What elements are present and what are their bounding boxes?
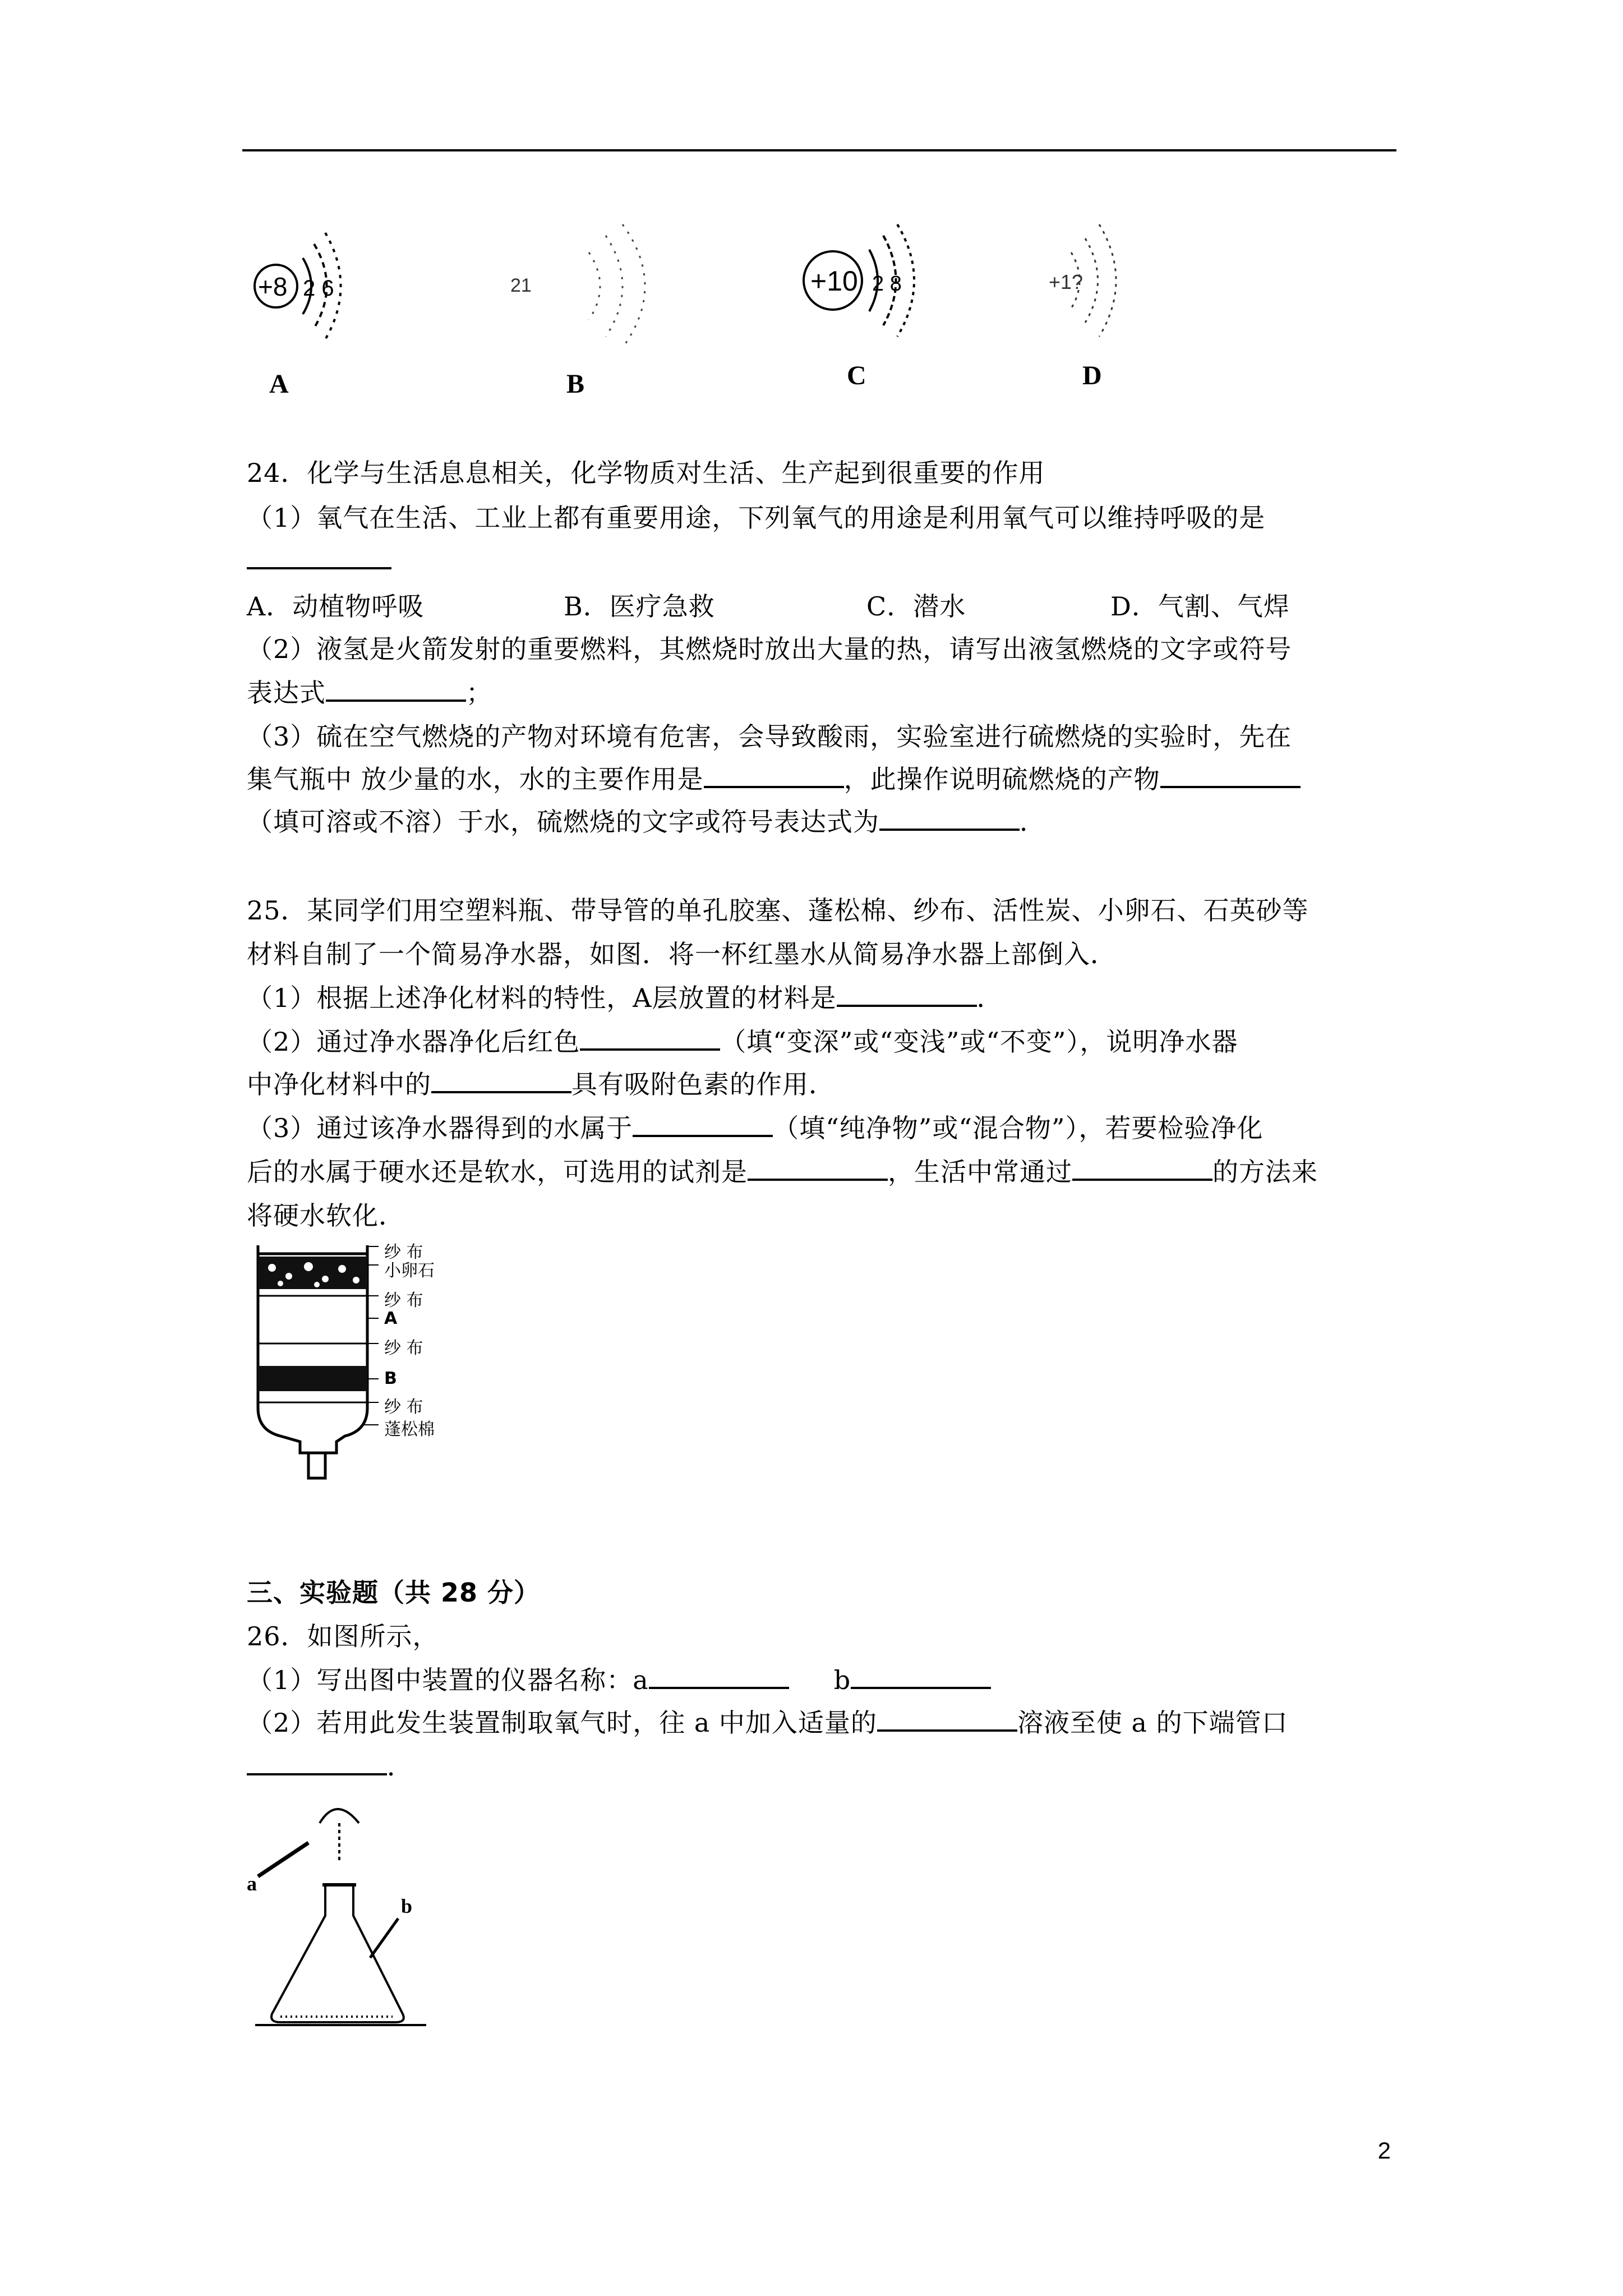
answer-blank[interactable]	[326, 675, 466, 702]
answer-blank[interactable]	[649, 1662, 789, 1689]
atom-b-nucleus: 21	[510, 275, 532, 296]
answer-blank[interactable]	[633, 1110, 773, 1137]
q25-line7-text2: ，生活中常通过	[888, 1157, 1072, 1187]
answer-blank[interactable]	[1160, 761, 1301, 788]
filter-label-cotton: 蓬松棉	[384, 1420, 435, 1439]
filter-label-pebbles: 小卵石	[384, 1261, 435, 1281]
q25-line1: 25．某同学们用空塑料瓶、带导管的单孔胶塞、蓬松棉、纱布、活性炭、小卵石、石英砂等	[247, 895, 1309, 926]
q26-line4	[247, 1748, 413, 1785]
q24-part2a: （2）液氢是火箭发射的重要燃料，其燃烧时放出大量的热，请写出液氢燃烧的文字或符号	[247, 634, 1292, 664]
atom-c-nucleus: +10	[810, 265, 858, 297]
answer-blank[interactable]	[580, 1024, 720, 1051]
atom-c-electrons: 2 8	[872, 272, 902, 296]
answer-blank[interactable]	[837, 980, 977, 1007]
q25-line7	[247, 1153, 1318, 1190]
flask-b-pointer	[370, 1918, 398, 1958]
q24-part2b	[247, 674, 492, 711]
answer-blank[interactable]	[247, 1749, 387, 1775]
q24-part1-answer-line	[247, 542, 391, 579]
atom-a-label: A	[269, 369, 289, 398]
q25-line4-text1: （2）通过净水器净化后红色	[247, 1027, 580, 1057]
q26-line3-text1: （2）若用此发生装置制取氧气时，往 a 中加入适量的	[247, 1708, 877, 1738]
q25-line4	[247, 1023, 1238, 1060]
q25-line3	[247, 979, 1003, 1016]
q24-part3b	[247, 761, 1301, 798]
q24-option-b: B．医疗急救	[564, 591, 715, 622]
q24-option-d: D．气割、气焊	[1110, 591, 1290, 622]
q26-line3-text2: 溶液至使 a 的下端管口	[1017, 1708, 1288, 1738]
atom-a-nucleus: +8	[258, 272, 288, 301]
answer-blank[interactable]	[748, 1154, 888, 1181]
funnel-top	[320, 1809, 359, 1823]
q24-title: 24．化学与生活息息相关，化学物质对生活、生产起到很重要的作用	[247, 458, 1045, 488]
q26-line4-end: ．	[387, 1751, 413, 1782]
answer-blank[interactable]	[879, 804, 1020, 831]
q25-line4-text2: （填“变深”或“变浅”或“不变”），说明净水器	[720, 1027, 1238, 1057]
label-b: b	[401, 1895, 413, 1917]
answer-blank[interactable]	[877, 1705, 1017, 1732]
filter-label-a: A	[384, 1309, 398, 1328]
filter-label-gauze-3: 纱 布	[384, 1338, 423, 1358]
q25-line6-text2: （填“纯净物”或“混合物”），若要检验净化	[773, 1113, 1264, 1143]
q26-line2-text2: b	[833, 1665, 851, 1695]
filter-label-gauze-4: 纱 布	[384, 1397, 423, 1417]
page-number: 2	[1377, 2137, 1391, 2164]
q26-line3	[247, 1704, 1288, 1741]
q24-option-a: A．动植物呼吸	[247, 591, 425, 622]
q25-line7-text1: 后的水属于硬水还是软水，可选用的试剂是	[247, 1157, 748, 1187]
q25-line3-text1: （1）根据上述净化材料的特性，A层放置的材料是	[247, 983, 837, 1013]
q26-line1: 26．如图所示，	[247, 1621, 439, 1651]
q24-option-c: C．潜水	[866, 591, 966, 622]
q24-part3b-text1: 集气瓶中 放少量的水，水的主要作用是	[247, 764, 704, 794]
q25-line5-text1: 中净化材料中的	[247, 1069, 431, 1099]
pebble-layer	[258, 1257, 367, 1289]
q24-part3b-text2: ，此操作说明硫燃烧的产物	[843, 764, 1160, 794]
q24-part1: （1）氧气在生活、工业上都有重要用途，下列氧气的用途是利用氧气可以维持呼吸的是	[247, 503, 1266, 533]
q25-line2: 材料自制了一个简易净水器，如图．将一杯红墨水从简易净水器上部倒入．	[247, 939, 1117, 969]
apparatus-diagram	[247, 1789, 449, 2047]
q25-line7-text3: 的方法来	[1212, 1157, 1318, 1187]
q25-line5	[247, 1066, 835, 1103]
label-a: a	[247, 1872, 257, 1895]
filter-label-gauze-2: 纱 布	[384, 1291, 423, 1310]
atom-c-label: C	[847, 361, 866, 390]
filter-label-b: B	[384, 1369, 397, 1388]
answer-blank[interactable]	[704, 761, 844, 788]
atom-b	[589, 224, 645, 348]
q24-part3c-text2: ．	[1020, 807, 1046, 837]
q26-line2-text1: （1）写出图中装置的仪器名称：a	[247, 1665, 649, 1695]
q26-line2	[247, 1662, 991, 1699]
answer-blank[interactable]	[1072, 1154, 1212, 1181]
section-title: 三、实验题（共 28 分）	[247, 1577, 541, 1608]
q24-part3c-text1: （填可溶或不溶）于水，硫燃烧的文字或符号表达式为	[247, 807, 879, 837]
answer-blank[interactable]	[431, 1066, 571, 1093]
header-rule	[242, 149, 1396, 151]
erlenmeyer-flask	[271, 1885, 404, 2022]
q24-part3c	[247, 803, 1046, 840]
carbon-layer	[258, 1366, 367, 1391]
q25-line6-text1: （3）通过该净水器得到的水属于	[247, 1113, 633, 1143]
atom-b-label: B	[566, 369, 585, 398]
atom-a-electrons: 2 6	[303, 276, 334, 301]
filter-label-gauze-1: 纱 布	[384, 1243, 423, 1262]
q25-line5-text2: 具有吸附色素的作用．	[571, 1069, 835, 1099]
atom-d-nucleus: +1?	[1049, 270, 1083, 293]
q25-line6	[247, 1110, 1263, 1147]
q25-line3-text2: ．	[976, 983, 1003, 1013]
q24-part2b-end: ；	[466, 678, 492, 708]
q24-part2b-text: 表达式	[247, 678, 326, 708]
funnel-a	[258, 1843, 308, 1876]
answer-blank[interactable]	[247, 542, 391, 569]
atom-d-label: D	[1082, 361, 1102, 390]
atom-diagrams	[241, 208, 1251, 398]
q24-part3a: （3）硫在空气燃烧的产物对环境有危害，会导致酸雨，实验室进行硫燃烧的实验时，先在	[247, 721, 1292, 752]
answer-blank[interactable]	[851, 1662, 991, 1689]
q25-line8: 将硬水软化．	[247, 1200, 405, 1231]
